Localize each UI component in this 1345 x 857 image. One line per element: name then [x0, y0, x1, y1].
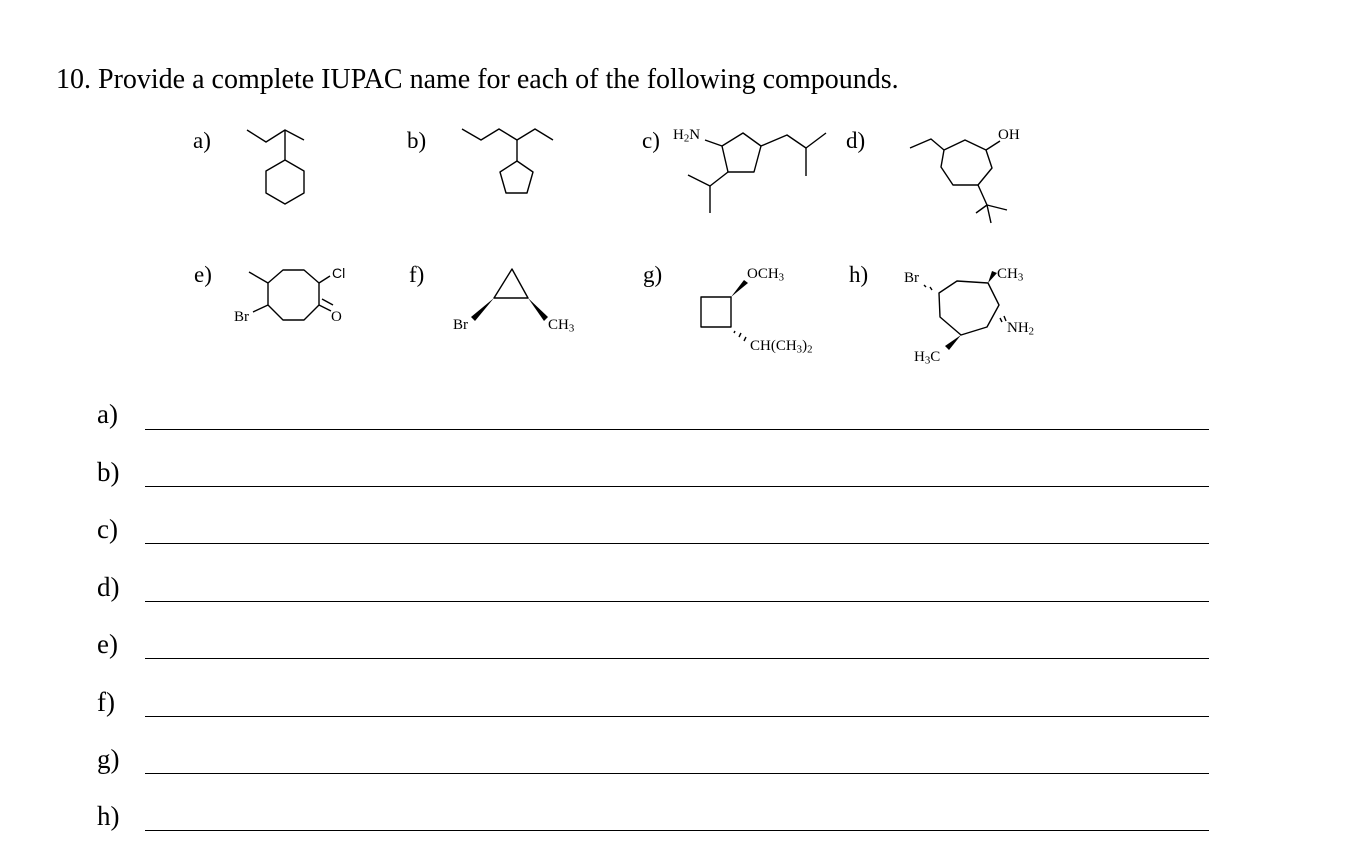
structure-f-skeleton	[494, 269, 528, 298]
answer-line-d[interactable]	[145, 601, 1209, 602]
atom-label-h-ch3: $CH_3$	[997, 266, 1024, 284]
answer-label-h: h)	[97, 801, 120, 831]
structure-label-g: g)	[643, 262, 663, 287]
answer-line-e[interactable]	[145, 658, 1209, 659]
structure-a-skeleton	[247, 130, 304, 204]
question-title: 10. Provide a complete IUPAC name for each of the following compounds.	[56, 64, 899, 95]
answer-label-d: d)	[97, 572, 120, 602]
atom-label-e-o: O	[331, 309, 342, 325]
wedge-bond-h-h3c	[945, 335, 961, 350]
hash-bond-g-isopropyl	[734, 331, 746, 341]
answer-label-e: e)	[97, 629, 118, 659]
atom-label-e-cl: Cl	[332, 265, 346, 281]
atom-label-h-br: Br	[904, 270, 919, 286]
atom-label-e-br: Br	[234, 309, 249, 325]
answer-label-g: g)	[97, 744, 120, 774]
wedge-bond-h-ch3	[988, 271, 997, 283]
answer-label-c: c)	[97, 514, 118, 544]
hash-bond-h-nh2	[1000, 316, 1006, 322]
atom-label-g-och3: $OCH_3$	[747, 266, 785, 284]
answer-label-a: a)	[97, 399, 118, 429]
atom-label-h-h3c: $H_3C$	[914, 349, 941, 367]
atom-label-h-nh2: $NH_2$	[1007, 320, 1035, 338]
structure-label-c: c)	[642, 128, 660, 153]
answer-line-a[interactable]	[145, 429, 1209, 430]
hash-bond-h-br	[924, 285, 932, 290]
atom-label-f-br: Br	[453, 317, 468, 333]
structure-label-e: e)	[194, 262, 212, 287]
structure-h-skeleton	[939, 281, 999, 335]
structure-label-b: b)	[407, 128, 427, 153]
atom-label-f-ch3: $CH_3$	[548, 317, 575, 335]
wedge-bond-f-br	[471, 298, 494, 321]
answer-label-f: f)	[97, 687, 115, 717]
answer-line-g[interactable]	[145, 773, 1209, 774]
atom-label-c-nh2: $H_2N$	[673, 127, 701, 145]
wedge-bond-g-och3	[731, 280, 748, 297]
answer-label-b: b)	[97, 457, 120, 487]
answer-line-b[interactable]	[145, 486, 1209, 487]
structure-g-skeleton	[701, 297, 731, 327]
atom-label-g-isopropyl: $CH(CH_3)_2$	[750, 338, 813, 356]
answer-line-f[interactable]	[145, 716, 1209, 717]
structure-c-skeleton	[688, 133, 826, 213]
structure-label-h: h)	[849, 262, 869, 287]
wedge-bond-f-ch3	[528, 298, 548, 321]
atom-label-d-oh: OH	[998, 127, 1020, 143]
answer-line-c[interactable]	[145, 543, 1209, 544]
structure-e-skeleton	[249, 270, 333, 320]
structure-d-skeleton	[910, 139, 1007, 223]
structure-b-skeleton	[462, 129, 553, 193]
structure-label-f: f)	[409, 262, 425, 287]
answer-line-h[interactable]	[145, 830, 1209, 831]
structure-label-d: d)	[846, 128, 866, 153]
structure-label-a: a)	[193, 128, 211, 153]
